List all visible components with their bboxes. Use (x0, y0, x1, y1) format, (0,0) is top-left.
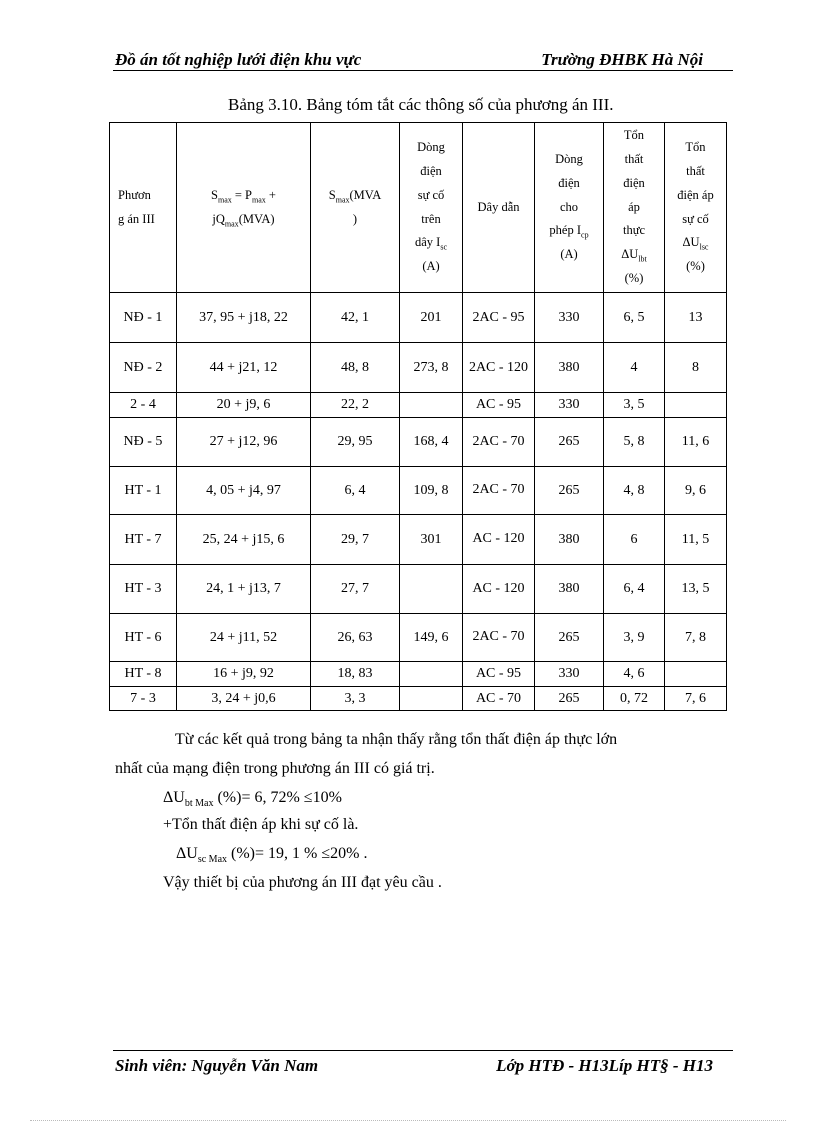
table-cell: 2AC - 120 (463, 343, 535, 393)
footer-class: Lớp HTĐ - H13Líp HT§ - H13 (496, 1056, 713, 1075)
table-cell: 22, 2 (311, 393, 400, 418)
table-cell: 265 (535, 466, 604, 514)
header-cell-allowed-current: Dòng điện cho phép $I_{cp}$ (A) (535, 123, 604, 293)
table-cell: 7, 6 (665, 686, 727, 711)
table-cell: 29, 7 (311, 514, 400, 564)
table-cell: 5, 8 (604, 417, 665, 466)
table-cell: 44 + j21, 12 (177, 343, 311, 393)
table-cell: HT - 7 (110, 514, 177, 564)
table-cell: 6 (604, 514, 665, 564)
table-cell: 2 - 4 (110, 393, 177, 418)
table-cell: NĐ - 5 (110, 417, 177, 466)
table-cell: 9, 6 (665, 466, 727, 514)
header-right: Trường ĐHBK Hà Nội (541, 50, 703, 69)
table-cell: 330 (535, 661, 604, 686)
table-cell: 149, 6 (400, 613, 463, 661)
table-cell: AC - 95 (463, 393, 535, 418)
table-cell: 27 + j12, 96 (177, 417, 311, 466)
table-cell (400, 686, 463, 711)
table-cell: 11, 6 (665, 417, 727, 466)
table-cell: 20 + j9, 6 (177, 393, 311, 418)
table-cell: 265 (535, 417, 604, 466)
header-cell-voltage-loss-normal: Tổn thất điện áp thực $\Delta U_{lbt}$ (%) (604, 123, 665, 293)
table-cell: 4, 05 + j4, 97 (177, 466, 311, 514)
table-cell: 380 (535, 514, 604, 564)
table-cell: 201 (400, 293, 463, 343)
max-normal-voltage-loss: $\Delta U_{bt Max}$ (%)= 6, 72% ≤10% (163, 789, 342, 810)
table-cell: 27, 7 (311, 564, 400, 613)
table-row (110, 343, 727, 393)
table-row (110, 393, 727, 418)
table-cell: 3, 24 + j0,6 (177, 686, 311, 711)
header-cell-option: Phươn g án III (110, 123, 177, 293)
table-cell: HT - 3 (110, 564, 177, 613)
page-bottom-divider (30, 1120, 786, 1121)
body-paragraph-2: nhất của mạng điện trong phương án III có giá trị. (115, 760, 435, 777)
header-cell-fault-current: Dòng điện sự cố trên dây $I_{sc}$ (A) (400, 123, 463, 293)
table-cell: 4, 6 (604, 661, 665, 686)
table-cell (665, 393, 727, 418)
table-cell: 2AC - 95 (463, 293, 535, 343)
header-cell-smax-complex: $S_{max} = P_{max}$ + $jQ_{max}(MVA)$ (177, 123, 311, 293)
table-cell: 24 + j11, 52 (177, 613, 311, 661)
table-cell: 0, 72 (604, 686, 665, 711)
table-cell: 8 (665, 343, 727, 393)
table-cell: 330 (535, 393, 604, 418)
table-cell: AC - 95 (463, 661, 535, 686)
table-cell: 265 (535, 613, 604, 661)
table-row (110, 417, 727, 466)
header-cell-conductor: Dây dẫn (463, 123, 535, 293)
footer-student: Sinh viên: Nguyễn Văn Nam (115, 1056, 319, 1075)
table-cell: 16 + j9, 92 (177, 661, 311, 686)
table-cell: AC - 120 (463, 514, 535, 564)
table-cell: 6, 5 (604, 293, 665, 343)
table-cell: 4 (604, 343, 665, 393)
table-row (110, 686, 727, 711)
max-fault-voltage-loss: $\Delta U_{sc Max}$ (%)= 19, 1 % ≤20% . (176, 845, 368, 866)
table-cell: 3, 9 (604, 613, 665, 661)
table-cell: AC - 120 (463, 564, 535, 613)
header-left: Đồ án tốt nghiệp lưới điện khu vực (115, 50, 362, 69)
table-cell (665, 661, 727, 686)
table-cell: HT - 1 (110, 466, 177, 514)
table-row (110, 661, 727, 686)
table-row (110, 293, 727, 343)
page-header (113, 48, 733, 71)
table-cell: 301 (400, 514, 463, 564)
table-cell (400, 393, 463, 418)
table-cell (400, 564, 463, 613)
table-cell: 7, 8 (665, 613, 727, 661)
table-cell: 265 (535, 686, 604, 711)
body-paragraph-1: Từ các kết quả trong bảng ta nhận thấy rằng tổn thất điện áp thực lớn (175, 731, 618, 748)
table-cell: 2AC - 70 (463, 466, 535, 514)
table-cell: 24, 1 + j13, 7 (177, 564, 311, 613)
table-cell: 37, 95 + j18, 22 (177, 293, 311, 343)
header-cell-voltage-loss-fault: Tổn thất điện áp sự cố $\Delta U_{lsc}$ (%) (665, 123, 727, 293)
table-cell: 2AC - 70 (463, 613, 535, 661)
conclusion: Vậy thiết bị của phương án III đạt yêu cầu . (163, 874, 442, 891)
table-row (110, 466, 727, 514)
table-cell (400, 661, 463, 686)
table-caption: Bảng 3.10. Bảng tóm tắt các thông số của phương án III. (228, 95, 614, 114)
table-cell: 13, 5 (665, 564, 727, 613)
table-cell: 4, 8 (604, 466, 665, 514)
table-cell: HT - 8 (110, 661, 177, 686)
table-cell: HT - 6 (110, 613, 177, 661)
fault-voltage-loss-label: +Tổn thất điện áp khi sự cố là. (163, 816, 359, 833)
table-cell: 3, 3 (311, 686, 400, 711)
table-cell: 42, 1 (311, 293, 400, 343)
table-cell: 330 (535, 293, 604, 343)
table-cell: 48, 8 (311, 343, 400, 393)
table-cell: AC - 70 (463, 686, 535, 711)
table-cell: 380 (535, 343, 604, 393)
table-cell: 273, 8 (400, 343, 463, 393)
table-row (110, 514, 727, 564)
table-cell: 6, 4 (311, 466, 400, 514)
table-row (110, 564, 727, 613)
header-row (110, 123, 727, 293)
table-cell: 7 - 3 (110, 686, 177, 711)
table-cell: 29, 95 (311, 417, 400, 466)
page-footer (113, 1050, 733, 1077)
table-cell: 13 (665, 293, 727, 343)
table-cell: 18, 83 (311, 661, 400, 686)
header-cell-smax: $S_{max}(MVA$ ) (311, 123, 400, 293)
table-cell: 2AC - 70 (463, 417, 535, 466)
table-cell: 168, 4 (400, 417, 463, 466)
table-cell: 6, 4 (604, 564, 665, 613)
table-row (110, 613, 727, 661)
table-cell: NĐ - 2 (110, 343, 177, 393)
table-cell: 3, 5 (604, 393, 665, 418)
table-cell: 26, 63 (311, 613, 400, 661)
table-cell: 109, 8 (400, 466, 463, 514)
table-cell: 25, 24 + j15, 6 (177, 514, 311, 564)
table-cell: 11, 5 (665, 514, 727, 564)
table-cell: 380 (535, 564, 604, 613)
parameters-table (109, 122, 727, 711)
table-cell: NĐ - 1 (110, 293, 177, 343)
